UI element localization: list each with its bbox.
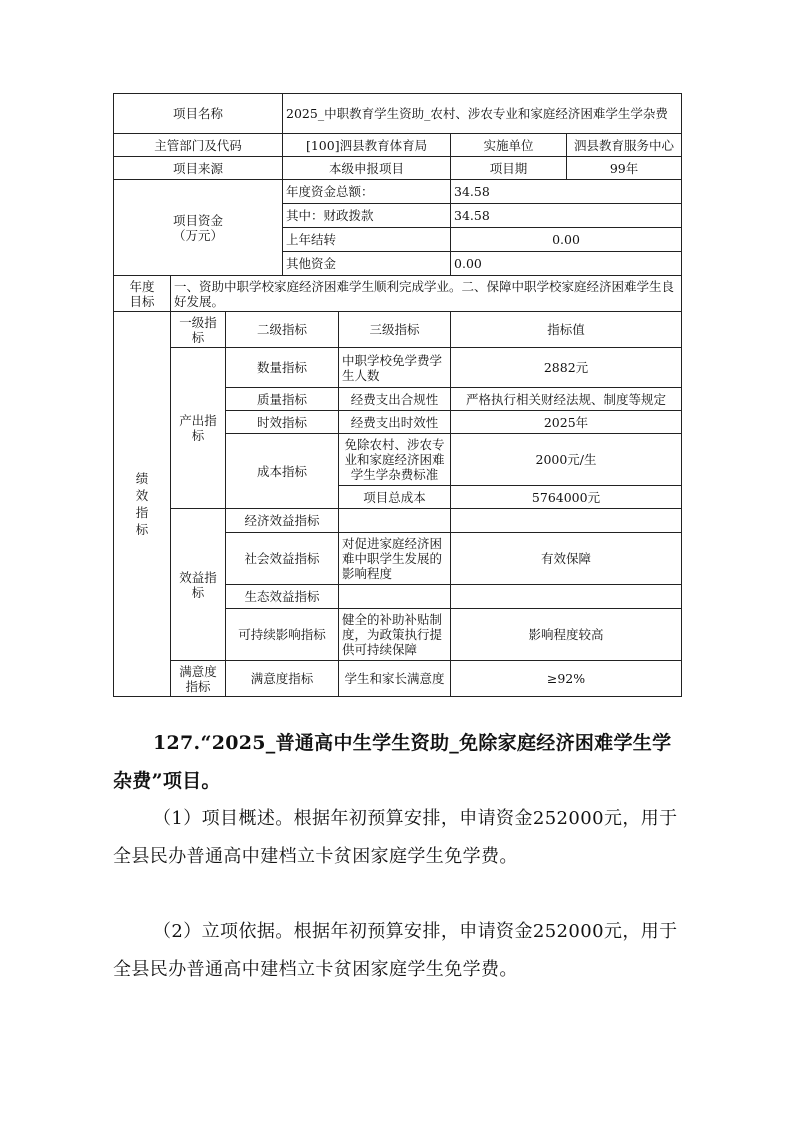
satisfy-l2: 满意度指标 bbox=[226, 661, 339, 697]
funds-carry-value: 0.00 bbox=[451, 228, 682, 252]
source-value: 本级申报项目 bbox=[283, 157, 451, 180]
dept-value: [100]泗县教育体育局 bbox=[283, 134, 451, 157]
social-label: 社会效益指标 bbox=[226, 533, 339, 585]
funds-fiscal-value: 34.58 bbox=[451, 204, 682, 228]
goal-label-line2: 目标 bbox=[129, 293, 155, 309]
quality-l3: 经费支出合规性 bbox=[339, 388, 451, 411]
social-value: 有效保障 bbox=[451, 533, 682, 585]
quality-label: 质量指标 bbox=[226, 388, 339, 411]
section-heading: 127.“2025_普通高中生学生资助_免除家庭经济困难学生学杂费”项目。 bbox=[113, 732, 672, 792]
row-department bbox=[114, 134, 682, 157]
funds-other-label: 其他资金 bbox=[283, 252, 451, 276]
project-name-label: 项目名称 bbox=[114, 94, 283, 134]
satisfy-label: 满意度指标 bbox=[171, 661, 226, 697]
goal-value: 一、资助中职学校家庭经济困难学生顺利完成学业。二、保障中职学校家庭经济困难学生良好发展。 bbox=[171, 276, 682, 312]
hdr-value: 指标值 bbox=[451, 312, 682, 348]
overview-paragraph: （1）项目概述。根据年初预算安排，申请资金252000元，用于全县民办普通高中建档立卡贫困家庭学生免学费。 bbox=[113, 808, 678, 867]
row-source bbox=[114, 157, 682, 180]
funds-label-line1: 项目资金 bbox=[173, 212, 224, 228]
satisfy-l3: 学生和家长满意度 bbox=[339, 661, 451, 697]
hdr-level3: 三级指标 bbox=[339, 312, 451, 348]
hdr-level2: 二级指标 bbox=[226, 312, 339, 348]
row-perf-header bbox=[114, 312, 682, 348]
time-label: 时效指标 bbox=[226, 411, 339, 434]
basis-paragraph: （2）立项依据。根据年初预算安排，申请资金252000元，用于全县民办普通高中建档立卡贫困家庭学生免学费。 bbox=[113, 921, 678, 980]
funds-fiscal-label: 其中：财政拨款 bbox=[283, 204, 451, 228]
sustain-value: 影响程度较高 bbox=[451, 609, 682, 661]
cost-value-b: 5764000元 bbox=[451, 486, 682, 509]
econ-value bbox=[451, 509, 682, 533]
row-project-name bbox=[114, 94, 682, 134]
cost-label: 成本指标 bbox=[226, 434, 339, 509]
project-table bbox=[113, 93, 682, 697]
source-label: 项目来源 bbox=[114, 157, 283, 180]
row-econ bbox=[114, 509, 682, 533]
hdr-level1: 一级指标 bbox=[171, 312, 226, 348]
quality-value: 严格执行相关财经法规、制度等规定 bbox=[451, 388, 682, 411]
econ-label: 经济效益指标 bbox=[226, 509, 339, 533]
perf-label-text: 绩效指标 bbox=[135, 471, 149, 537]
satisfy-value: ≥92% bbox=[451, 661, 682, 697]
econ-l3 bbox=[339, 509, 451, 533]
row-funds-total bbox=[114, 180, 682, 204]
period-value: 99年 bbox=[567, 157, 682, 180]
funds-label bbox=[114, 180, 283, 276]
quantity-l3: 中职学校免学费学生人数 bbox=[339, 348, 451, 388]
project-name-value: 2025_中职教育学生资助_农村、涉农专业和家庭经济困难学生学杂费 bbox=[283, 94, 682, 134]
funds-carry-label: 上年结转 bbox=[283, 228, 451, 252]
row-quantity bbox=[114, 348, 682, 388]
eco-label: 生态效益指标 bbox=[226, 585, 339, 609]
row-satisfy bbox=[114, 661, 682, 697]
impl-value: 泗县教育服务中心 bbox=[567, 134, 682, 157]
output-label: 产出指标 bbox=[171, 348, 226, 509]
cost-l3a: 免除农村、涉农专业和家庭经济困难学生学杂费标准 bbox=[339, 434, 451, 486]
sustain-label: 可持续影响指标 bbox=[226, 609, 339, 661]
social-l3: 对促进家庭经济困难中职学生发展的影响程度 bbox=[339, 533, 451, 585]
dept-label: 主管部门及代码 bbox=[114, 134, 283, 157]
funds-label-line2: （万元） bbox=[173, 227, 224, 243]
quantity-value: 2882元 bbox=[451, 348, 682, 388]
row-annual-goal bbox=[114, 276, 682, 312]
impl-label: 实施单位 bbox=[451, 134, 567, 157]
cost-l3b: 项目总成本 bbox=[339, 486, 451, 509]
goal-label-line1: 年度 bbox=[129, 278, 155, 294]
funds-total-label: 年度资金总额： bbox=[283, 180, 451, 204]
goal-label bbox=[114, 276, 171, 312]
quantity-label: 数量指标 bbox=[226, 348, 339, 388]
perf-label bbox=[114, 312, 171, 697]
eco-l3 bbox=[339, 585, 451, 609]
period-label: 项目期 bbox=[451, 157, 567, 180]
funds-other-value: 0.00 bbox=[451, 252, 682, 276]
benefit-label: 效益指标 bbox=[171, 509, 226, 661]
time-l3: 经费支出时效性 bbox=[339, 411, 451, 434]
time-value: 2025年 bbox=[451, 411, 682, 434]
eco-value bbox=[451, 585, 682, 609]
cost-value-a: 2000元/生 bbox=[451, 434, 682, 486]
sustain-l3: 健全的补助补贴制度，为政策执行提供可持续保障 bbox=[339, 609, 451, 661]
funds-total-value: 34.58 bbox=[451, 180, 682, 204]
